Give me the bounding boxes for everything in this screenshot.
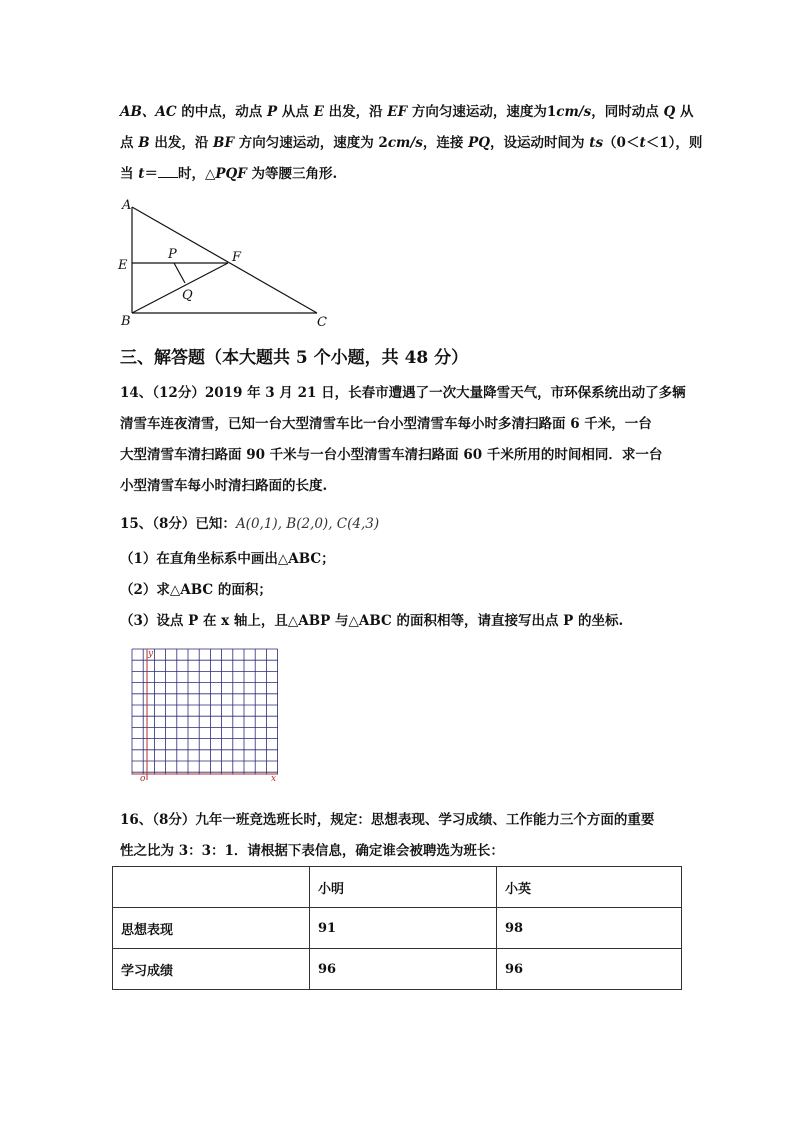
table-cell: 96 <box>497 949 682 990</box>
origin-label: o <box>140 774 146 784</box>
answer-blank[interactable] <box>158 164 178 178</box>
label-B: B <box>121 314 131 329</box>
label-F: F <box>232 250 242 265</box>
table-header-cell: 小明 <box>310 867 497 908</box>
table-cell: 96 <box>310 949 497 990</box>
table-row <box>113 908 682 949</box>
score-table <box>112 866 682 990</box>
q15-points-formula: A(0,1), B(2,0), C(4,3) <box>235 516 380 532</box>
section-3-title: 三、解答题（本大题共 5 个小题，共 48 分） <box>120 348 469 368</box>
label-Q: Q <box>182 288 193 303</box>
coordinate-grid <box>128 645 283 785</box>
q14-line-3: 大型清雪车清扫路面 90 千米与一台小型清雪车清扫路面 60 千米所用的时间相同．求一台 <box>120 447 663 463</box>
triangle-figure <box>112 195 337 330</box>
label-P: P <box>168 247 177 262</box>
table-header-row <box>113 867 682 908</box>
x-axis-label: x <box>271 774 277 784</box>
table-header-cell <box>113 867 310 908</box>
label-C: C <box>317 315 327 330</box>
q14-line-4: 小型清雪车每小时清扫路面的长度. <box>120 478 328 494</box>
q13-line-3: 当 t＝ 时，△PQF 为等腰三角形. <box>120 166 338 182</box>
q15-item-3: （3）设点 P 在 x 轴上，且△ABP 与△ABC 的面积相等，请直接写出点 P 的坐标. <box>120 613 624 629</box>
table-row <box>113 949 682 990</box>
q15-intro: 15、（8分）已知：A(0,1), B(2,0), C(4,3) <box>120 516 380 532</box>
grid-lines <box>132 649 278 775</box>
q13-line-1: AB、AC 的中点，动点 P 从点 E 出发，沿 EF 方向匀速运动，速度为1cm/s，同时动点 Q 从 <box>120 104 694 120</box>
q16-line-1: 16、（8分）九年一班竞选班长时，规定：思想表现、学习成绩、工作能力三个方面的重要 <box>120 812 655 828</box>
table-cell: 学习成绩 <box>113 949 310 990</box>
q14-line-2: 清雪车连夜清雪，已知一台大型清雪车比一台小型清雪车每小时多清扫路面 6 千米，一台 <box>120 416 652 432</box>
q15-item-1: （1）在直角坐标系中画出△ABC； <box>120 551 335 567</box>
table-cell: 91 <box>310 908 497 949</box>
label-A: A <box>122 198 132 213</box>
y-axis-label: y <box>148 649 154 659</box>
segment-AC <box>132 207 317 313</box>
table-header-cell: 小英 <box>497 867 682 908</box>
segment-PQ <box>174 263 185 283</box>
label-E: E <box>118 258 128 273</box>
q16-line-2: 性之比为 3：3：1．请根据下表信息，确定谁会被聘选为班长： <box>120 843 504 859</box>
table-cell: 思想表现 <box>113 908 310 949</box>
q13-line-2: 点 B 出发，沿 BF 方向匀速运动，速度为 2cm/s，连接 PQ，设运动时间为 ts（0＜t＜1），则 <box>120 135 703 151</box>
q15-item-2: （2）求△ABC 的面积； <box>120 582 272 598</box>
segment-BF <box>132 263 228 313</box>
table-cell: 98 <box>497 908 682 949</box>
q14-line-1: 14、（12分）2019 年 3 月 21 日，长春市遭遇了一次大量降雪天气，市环保系统出动了多辆 <box>120 385 686 401</box>
